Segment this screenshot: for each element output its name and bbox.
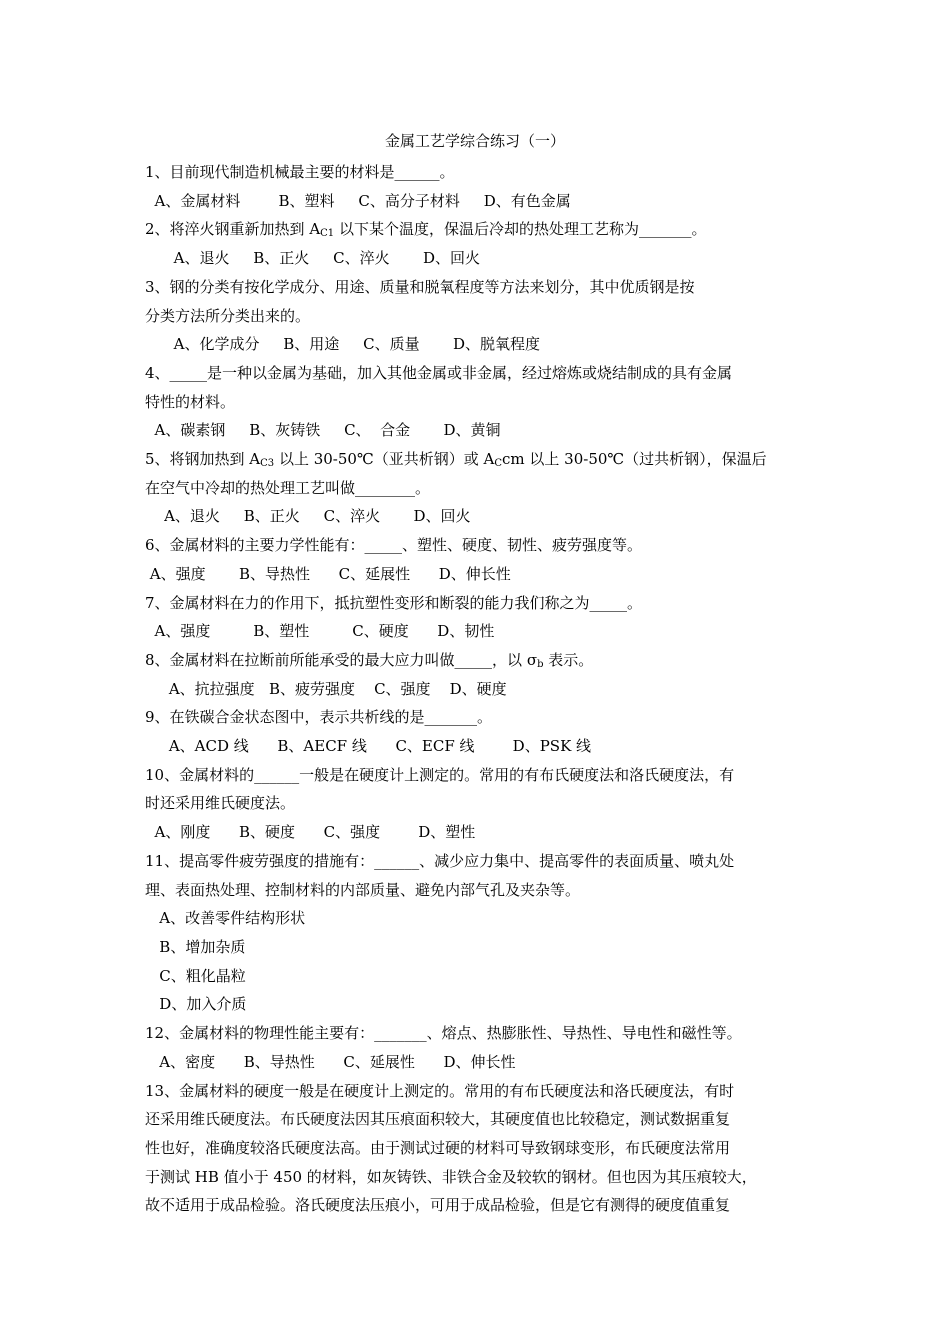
question-8-text-cont: 表示。 (543, 650, 594, 669)
question-4-line-2: 特性的材料。 (145, 392, 236, 411)
document-title: 金属工艺学综合练习（一） (384, 132, 565, 150)
question-13-line-3: 性也好，准确度较洛氏硬度法高。由于测试过硬的材料可导致钢球变形，布氏硬度法常用 (145, 1138, 731, 1157)
question-8 (145, 646, 810, 675)
question-5-text-mid: 以上 30-50℃（亚共析钢）或 A (274, 450, 495, 469)
question-6: 6、金属材料的主要力学性能有：_____、塑性、硬度、韧性、疲劳强度等。 (145, 536, 643, 555)
question-7-options: A、强度 B、塑性 C、硬度 D、韧性 (145, 622, 495, 641)
question-11-option-c: C、粗化晶粒 (145, 966, 246, 985)
subscript: b (537, 658, 544, 670)
subscript: C1 (320, 228, 335, 240)
subscript: C (494, 458, 502, 470)
question-5-text: 5、将钢加热到 A (145, 450, 261, 469)
question-13-line-4: 于测试 HB 值小于 450 的材料，如灰铸铁、非铁合金及较软的钢材。但也因为其压痕较大， (145, 1167, 757, 1186)
question-1: 1、目前现代制造机械最主要的材料是______。 (145, 163, 455, 181)
question-11-option-a: A、改善零件结构形状 (145, 909, 306, 928)
question-11-option-d: D、加入介质 (145, 995, 247, 1014)
question-3-line-2: 分类方法所分类出来的。 (145, 306, 311, 325)
question-9: 9、在铁碳合金状态图中，表示共析线的是_______。 (145, 708, 493, 727)
question-4-line-1: 4、_____是一种以金属为基础，加入其他金属或非金属，经过熔炼或烧结制成的具有金属 (145, 363, 733, 382)
question-10-options: A、刚度 B、硬度 C、强度 D、塑性 (145, 823, 476, 842)
question-5-line-2: 在空气中冷却的热处理工艺叫做________。 (145, 478, 431, 497)
question-4-options: A、碳素钢 B、灰铸铁 C、 合金 D、黄铜 (145, 421, 501, 440)
question-6-options: A、强度 B、导热性 C、延展性 D、伸长性 (145, 564, 511, 583)
question-5-options: A、退火 B、正火 C、淬火 D、回火 (145, 507, 471, 526)
question-5-line-1 (145, 445, 810, 474)
question-2-options: A、退火 B、正火 C、淬火 D、回火 (145, 249, 481, 268)
question-11-line-1: 11、提高零件疲劳强度的措施有：______、减少应力集中、提高零件的表面质量、喷丸处 (145, 851, 735, 870)
question-1-options: A、金属材料 B、塑料 C、高分子材料 D、有色金属 (145, 191, 571, 210)
question-13-line-2: 还采用维氏硬度法。布氏硬度法因其压痕面积较大，其硬度值也比较稳定，测试数据重复 (145, 1110, 731, 1129)
question-2-text: 2、将淬火钢重新加热到 A (145, 220, 321, 239)
question-3-options: A、化学成分 B、用途 C、质量 D、脱氧程度 (145, 335, 541, 354)
question-8-options: A、抗拉强度 B、疲劳强度 C、强度 D、硬度 (145, 679, 507, 698)
question-10-line-2: 时还采用维氏硬度法。 (145, 794, 296, 813)
question-12: 12、金属材料的物理性能主要有：_______、熔点、热膨胀性、导热性、导电性和磁性等。 (145, 1024, 742, 1043)
question-8-text: 8、金属材料在拉断前所能承受的最大应力叫做_____，以 σ (145, 650, 538, 669)
question-13-line-1: 13、金属材料的硬度一般是在硬度计上测定的。常用的有布氏硬度法和洛氏硬度法，有时 (145, 1081, 735, 1100)
question-11-option-b: B、增加杂质 (145, 937, 246, 956)
question-3-line-1: 3、钢的分类有按化学成分、用途、质量和脱氧程度等方法来划分，其中优质钢是按 (145, 277, 695, 296)
question-2 (145, 215, 810, 244)
question-10-line-1: 10、金属材料的______一般是在硬度计上测定的。常用的有布氏硬度法和洛氏硬度法，有 (145, 765, 735, 784)
question-5-text-end: cm 以上 30-50℃（过共析钢），保温后 (502, 450, 767, 469)
question-7: 7、金属材料在力的作用下，抵抗塑性变形和断裂的能力我们称之为_____。 (145, 593, 643, 612)
question-11-line-2: 理、表面热处理、控制材料的内部质量、避免内部气孔及夹杂等。 (145, 880, 581, 899)
question-list (145, 158, 810, 1220)
question-2-text-cont: 以下某个温度，保温后冷却的热处理工艺称为_______。 (334, 220, 707, 239)
question-9-options: A、ACD 线 B、AECF 线 C、ECF 线 D、PSK 线 (145, 737, 592, 756)
question-12-options: A、密度 B、导热性 C、延展性 D、伸长性 (145, 1052, 516, 1071)
subscript: C3 (260, 458, 275, 470)
question-13-line-5: 故不适用于成品检验。洛氏硬度法压痕小，可用于成品检验，但是它有测得的硬度值重复 (145, 1196, 731, 1215)
